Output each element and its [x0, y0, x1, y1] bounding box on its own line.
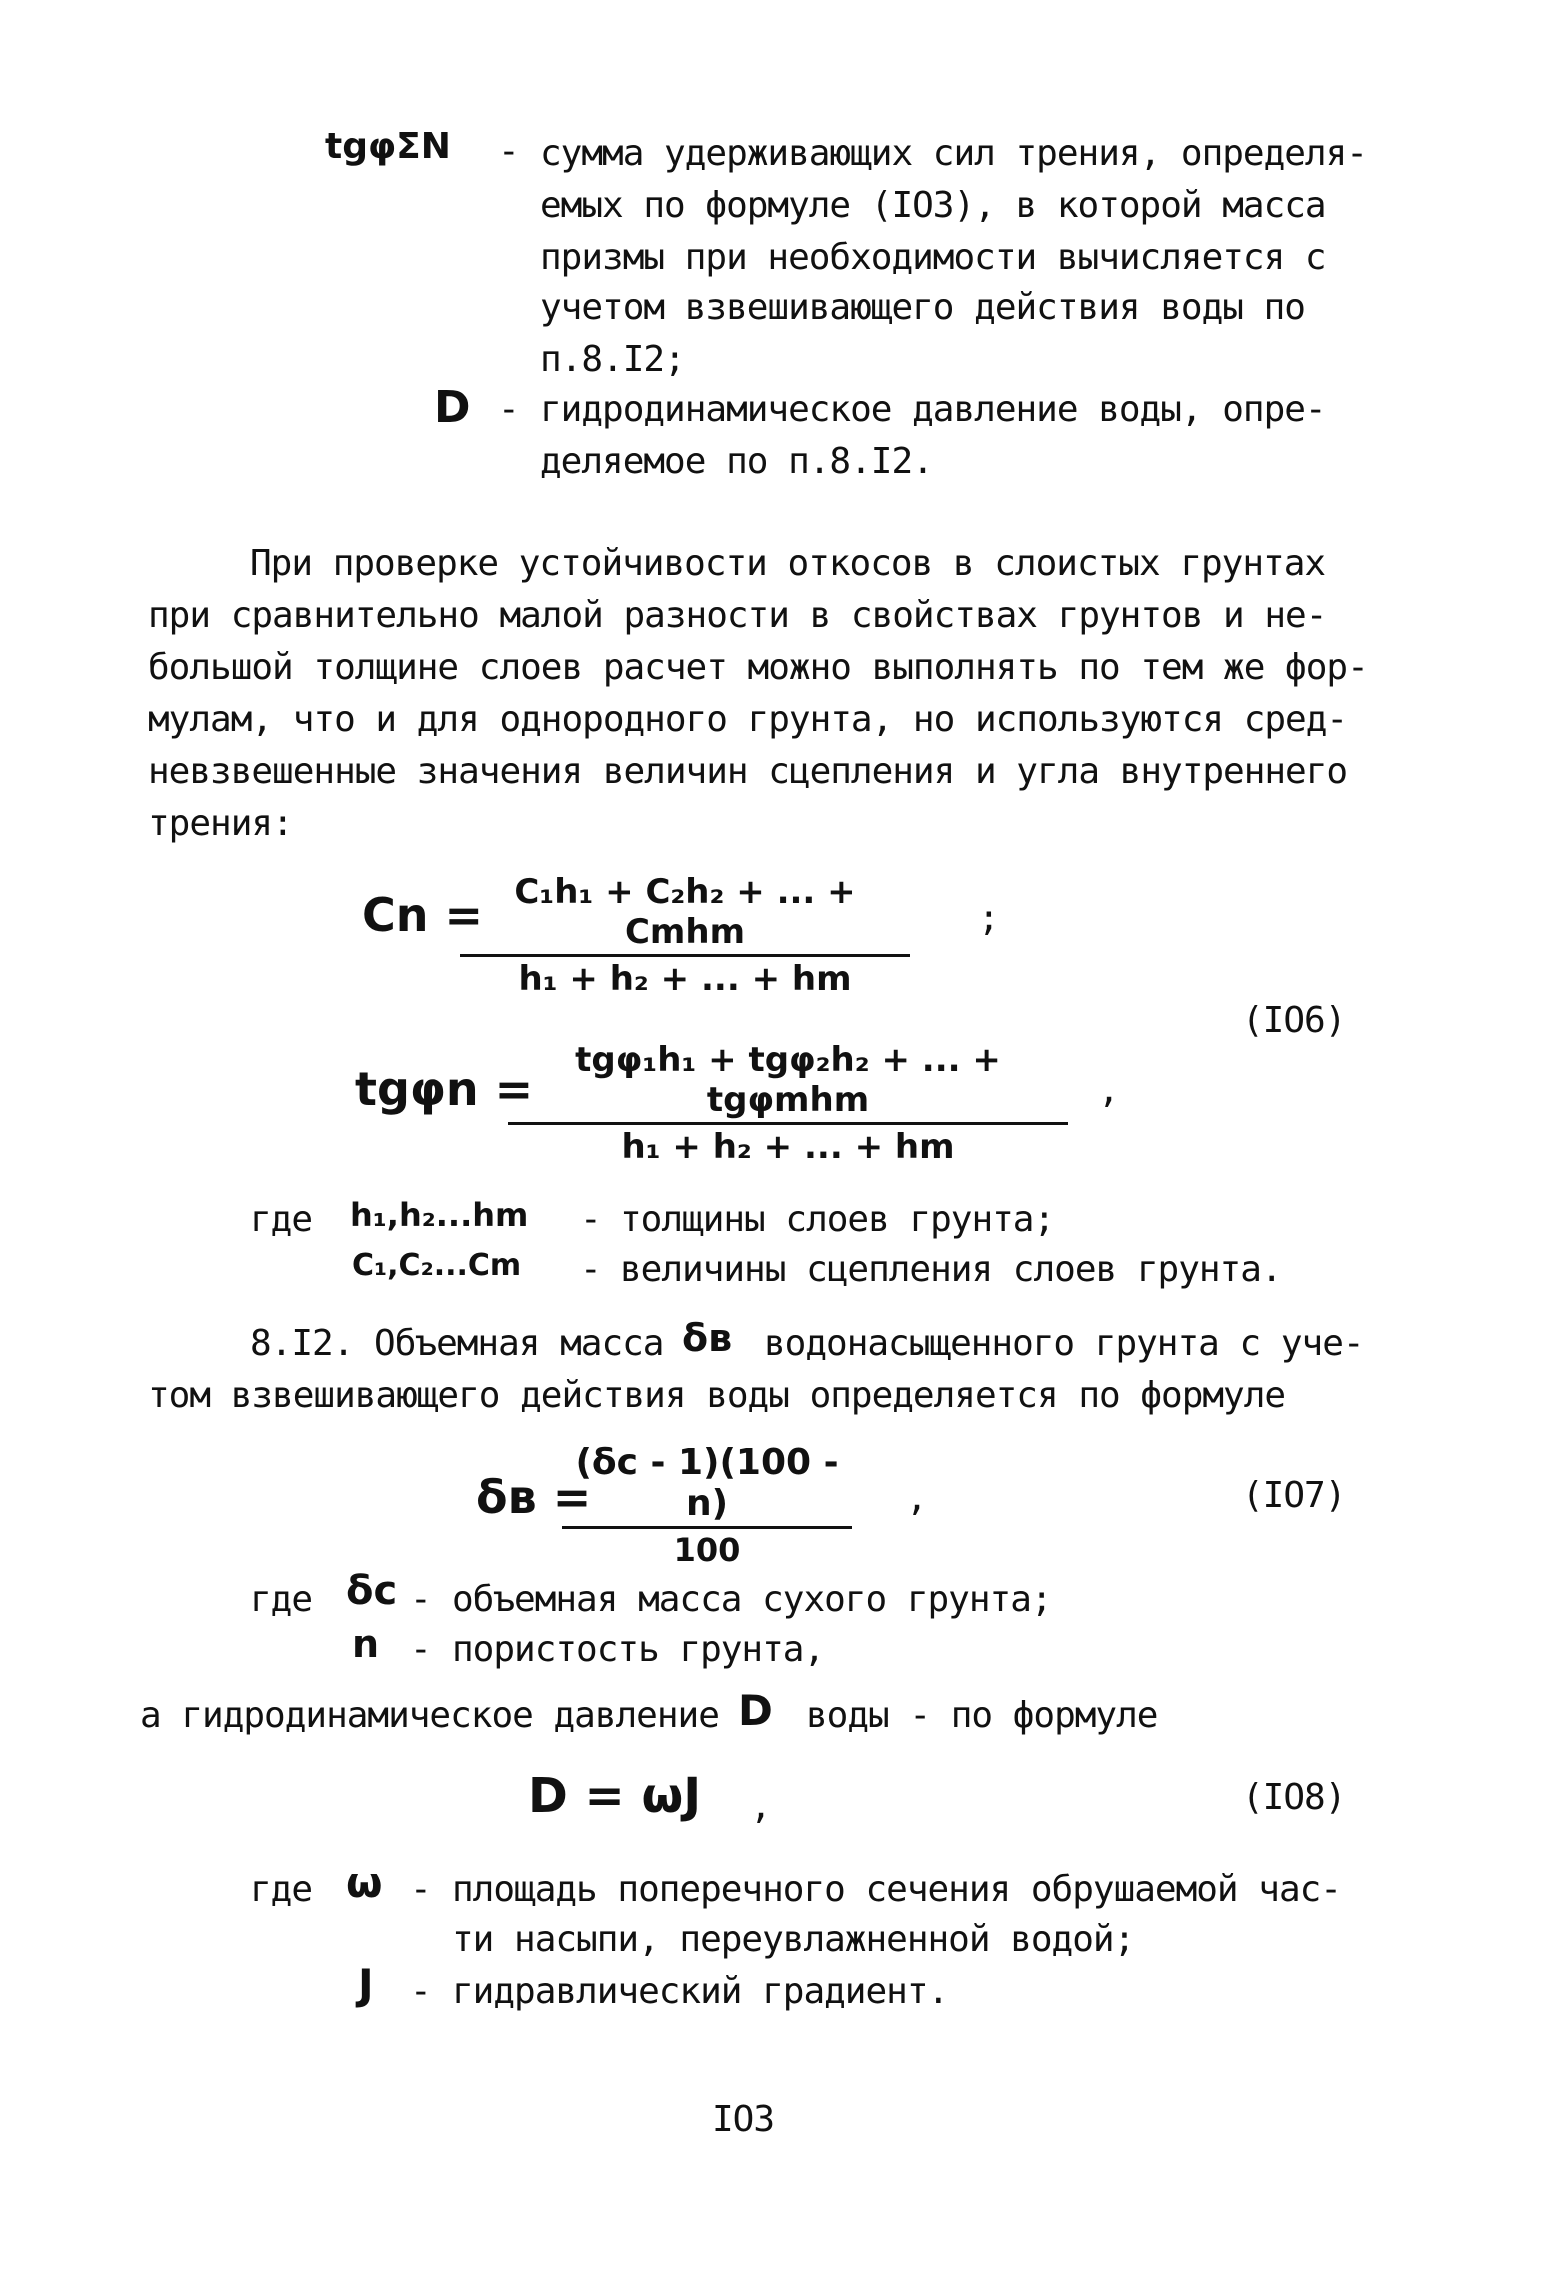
formula-107-fraction	[562, 1442, 852, 1569]
formula-107-punct: ,	[906, 1478, 928, 1519]
formula-106-number: (IO6)	[1242, 1000, 1346, 1041]
formula-108-number: (IO8)	[1242, 1777, 1346, 1818]
where-text: толщины слоев грунта;	[620, 1199, 1055, 1240]
where-text: гидравлический градиент.	[452, 1971, 949, 2012]
paragraph-812-line2: том взвешивающего действия воды определяется по формуле	[148, 1375, 1286, 1416]
dash: -	[580, 1199, 602, 1240]
formula-cn-lhs: Cn =	[362, 888, 484, 942]
dash: -	[410, 1971, 432, 2012]
dash: -	[410, 1579, 432, 1620]
where-word: где	[250, 1199, 313, 1240]
paragraph-line: При проверке устойчивости откосов в слоистых грунтах	[250, 543, 1326, 584]
formula-107-denominator: 100	[673, 1531, 741, 1569]
def-line: п.8.I2;	[540, 339, 685, 380]
def-line: гидродинамическое давление воды, опре-	[540, 389, 1326, 430]
formula-cn-punct: ;	[978, 898, 1000, 939]
dash: -	[498, 131, 520, 172]
formula-107-lhs: δв =	[476, 1470, 592, 1524]
paragraph-812-suffix: водонасыщенного грунта с уче-	[764, 1323, 1364, 1364]
formula-cn-denominator: h₁ + h₂ + ... + hm	[518, 959, 852, 999]
formula-cn-numerator: C₁h₁ + C₂h₂ + ... + Cmhm	[460, 872, 910, 957]
symbol-j: J	[358, 1960, 374, 2009]
dash: -	[410, 1869, 432, 1910]
paragraph-line: большой толщине слоев расчет можно выполнять по тем же фор-	[148, 647, 1368, 688]
where-word: где	[250, 1579, 313, 1620]
paragraph-line: при сравнительно малой разности в свойствах грунтов и не-	[148, 595, 1327, 636]
where-text: объемная масса сухого грунта;	[452, 1579, 1052, 1620]
formula-108-punct: ,	[750, 1786, 772, 1827]
symbol-delta-c: δc	[346, 1568, 398, 1614]
formula-107-number: (IO7)	[1242, 1475, 1346, 1516]
symbol-d: D	[434, 382, 471, 433]
formula-tg-lhs: tgφn =	[355, 1062, 534, 1116]
paragraph-line: мулам, что и для однородного грунта, но используются сред-	[148, 699, 1348, 740]
formula-107-numerator: (δc - 1)(100 - n)	[562, 1442, 852, 1529]
where-text: площадь поперечного сечения обрушаемой час-	[452, 1869, 1341, 1910]
page-number: IO3	[712, 2099, 775, 2140]
def-line: емых по формуле (IO3), в которой масса	[540, 185, 1326, 226]
formula-cn-fraction	[460, 872, 910, 999]
symbol-omega: ω	[346, 1858, 383, 1907]
dash: -	[410, 1629, 432, 1670]
formula-tg-denominator: h₁ + h₂ + ... + hm	[621, 1127, 955, 1167]
paragraph-line: трения:	[148, 803, 293, 844]
paragraph-d-prefix: а гидродинамическое давление	[140, 1695, 719, 1736]
dash: -	[498, 389, 520, 430]
dash: -	[580, 1249, 602, 1290]
symbol-h-list: h₁,h₂...hm	[350, 1196, 529, 1234]
paragraph-d-suffix: воды - по формуле	[806, 1695, 1158, 1736]
def-line: призмы при необходимости вычисляется с	[540, 237, 1326, 278]
symbol-n: n	[352, 1622, 380, 1666]
where-text: пористость грунта,	[452, 1629, 825, 1670]
formula-108: D = ωJ	[528, 1768, 702, 1824]
paragraph-line: невзвешенные значения величин сцепления и угла внутреннего	[148, 751, 1348, 792]
def-line: учетом взвешивающего действия воды по	[540, 287, 1305, 328]
formula-tg-numerator: tgφ₁h₁ + tgφ₂h₂ + ... + tgφmhm	[508, 1040, 1068, 1125]
where-text: величины сцепления слоев грунта.	[620, 1249, 1282, 1290]
symbol-delta-v: δв	[682, 1316, 733, 1360]
where-text: ти насыпи, переувлажненной водой;	[452, 1919, 1135, 1960]
formula-tg-fraction	[508, 1040, 1068, 1167]
symbol-tg-phi-sum-n: tgφΣN	[325, 126, 451, 167]
symbol-d-inline: D	[738, 1686, 773, 1735]
def-line: деляемое по п.8.I2.	[540, 441, 933, 482]
where-word: где	[250, 1869, 313, 1910]
def-line: сумма удерживающих сил трения, определя-	[540, 133, 1367, 174]
paragraph-812-prefix: 8.I2. Объемная масса	[250, 1323, 664, 1364]
formula-tg-punct: ,	[1098, 1070, 1120, 1111]
symbol-c-list: C₁,C₂...Cm	[352, 1248, 522, 1283]
